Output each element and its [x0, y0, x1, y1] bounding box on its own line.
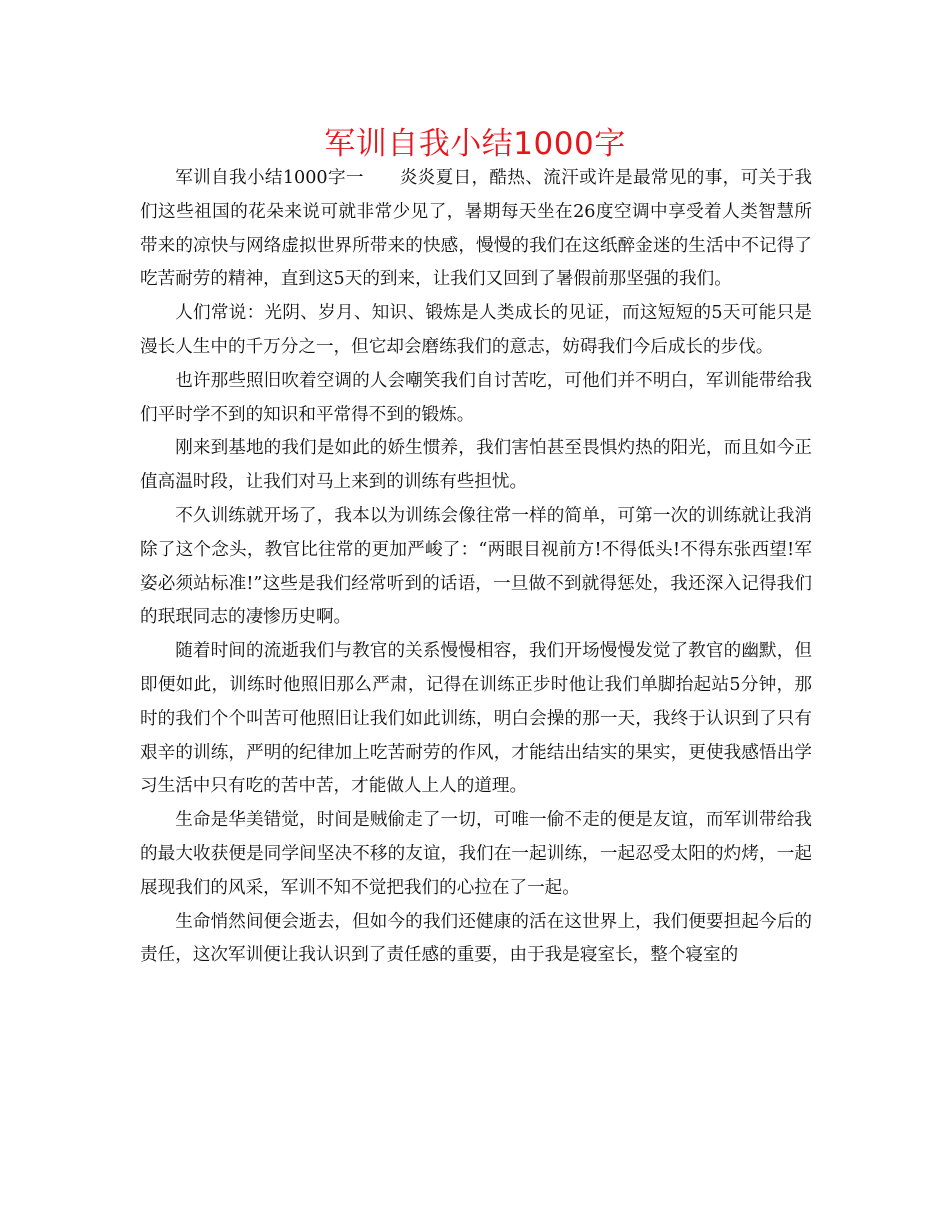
paragraph-1: 军训自我小结1000字一 炎炎夏日，酷热、流汗或许是最常见的事，可关于我们这些祖国的花朵来说可就非常少见了，暑期每天坐在26度空调中享受着人类智慧所带来的凉快与网络虚拟世界所带来的快感，慢慢的我们在这纸醉金迷的生活中不记得了吃苦耐劳的精神，直到这5天的到来，让我们又回到了暑假前那坚强的我们。: [140, 168, 812, 290]
document-title: 军训自我小结1000字: [324, 126, 626, 162]
paragraph-7: 生命是华美错觉，时间是贼偷走了一切，可唯一偷不走的便是友谊，而军训带给我的最大收获便是同学间坚决不移的友谊，我们在一起训练，一起忍受太阳的灼烤，一起展现我们的风采，军训不知不觉把我们的心拉在了一起。: [140, 810, 812, 898]
paragraph-6: 随着时间的流逝我们与教官的关系慢慢相容，我们开场慢慢发觉了教官的幽默，但即便如此，训练时他照旧那么严肃，记得在训练正步时他让我们单脚抬起站5分钟，那时的我们个个叫苦可他照旧让我们如此训练，明白会操的那一天，我终于认识到了只有艰辛的训练，严明的纪律加上吃苦耐劳的作风，才能结出结实的果实，更使我感悟出学习生活中只有吃的苦中苦，才能做人上人的道理。: [140, 641, 812, 797]
paragraph-2: 人们常说：光阴、岁月、知识、锻炼是人类成长的见证，而这短短的5天可能只是漫长人生中的千万分之一，但它却会磨练我们的意志，妨碍我们今后成长的步伐。: [140, 303, 812, 357]
paragraph-8: 生命悄然间便会逝去，但如今的我们还健康的活在这世界上，我们便要担起今后的责任，这次军训便让我认识到了责任感的重要，由于我是寝室长，整个寝室的: [140, 911, 812, 966]
paragraph-4: 刚来到基地的我们是如此的娇生惯养，我们害怕甚至畏惧灼热的阳光，而且如今正值高温时段，让我们对马上来到的训练有些担忧。: [140, 438, 812, 493]
document-body: [140, 162, 812, 973]
paragraph-3: 也许那些照旧吹着空调的人会嘲笑我们自讨苦吃，可他们并不明白，军训能带给我们平时学不到的知识和平常得不到的锻炼。: [140, 370, 812, 425]
paragraph-5: 不久训练就开场了，我本以为训练会像往常一样的简单，可第一次的训练就让我消除了这个念头，教官比往常的更加严峻了：“两眼目视前方!不得低头!不得东张西望!军姿必须站标准!”这些是我们经常听到的话语，一旦做不到就得惩处，我还深入记得我们的珉珉同志的凄惨历史啊。: [140, 505, 812, 628]
